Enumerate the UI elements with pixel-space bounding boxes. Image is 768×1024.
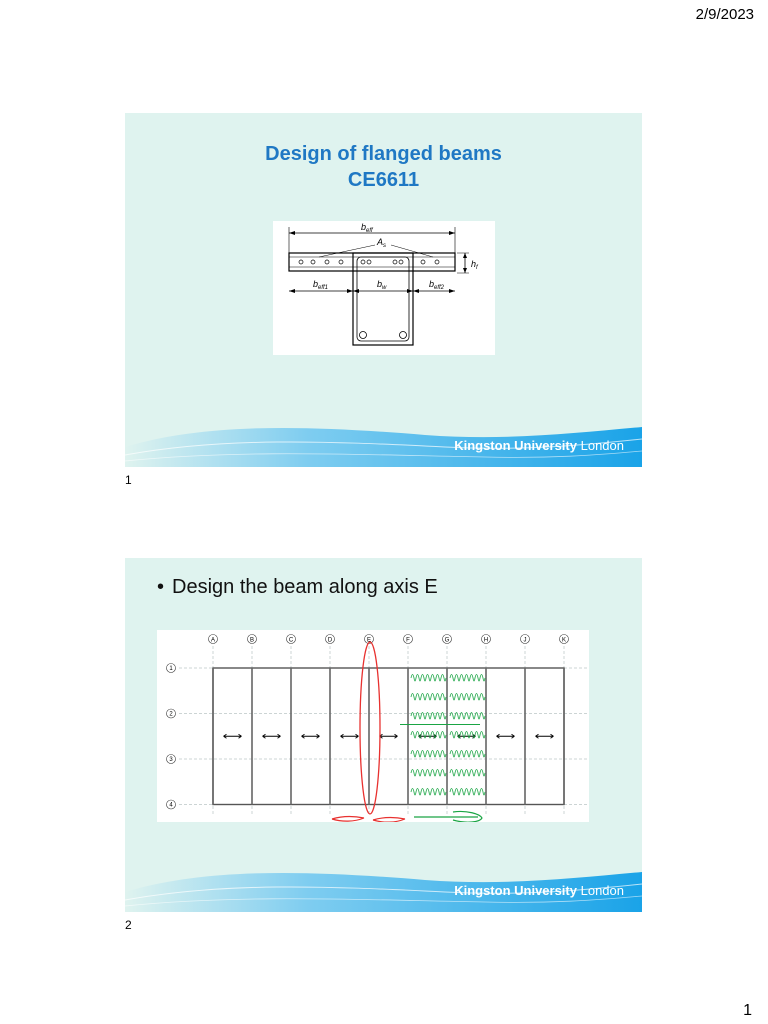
label-hf: h (471, 259, 477, 269)
title-line-1: Design of flanged beams (265, 143, 502, 165)
annotation-green-scribble (450, 732, 485, 739)
axis-label-letter: G (444, 637, 450, 644)
span-arrow (224, 734, 242, 738)
svg-text:hf: $h_f$ (471, 259, 478, 271)
axis-label-number: 2 (169, 711, 173, 718)
annotation-green-scribble (411, 770, 446, 777)
university-brand: Kingston University London (454, 883, 624, 898)
page-number: 1 (743, 1002, 752, 1019)
annotation-green-scribble (411, 789, 446, 796)
axis-label-letter: J (523, 637, 527, 644)
university-brand: Kingston University London (454, 438, 624, 453)
svg-text:bw: $b_w$ (377, 279, 387, 291)
axis-label-letter: H (483, 637, 489, 644)
axis-label-letter: B (249, 637, 255, 644)
axis-label-letter: K (561, 637, 567, 644)
label-as: A (377, 237, 384, 247)
slide-number: 1 (125, 473, 132, 487)
axis-label-number: 3 (169, 757, 173, 764)
axis-label-letter: C (288, 637, 294, 644)
span-arrow (302, 734, 320, 738)
slide-title (125, 141, 642, 193)
svg-text:beff: $b_{eff}$ (361, 222, 373, 234)
flanged-beam-diagram (273, 221, 495, 355)
annotation-green-scribble (411, 751, 446, 758)
span-arrow (536, 734, 554, 738)
bullet-point: • Design the beam along axis E (157, 576, 438, 598)
label-beff1: b (313, 279, 319, 289)
svg-text:beff2: $b_{eff2}$ (429, 279, 445, 291)
span-arrow (497, 734, 515, 738)
annotation-green-arrow (414, 811, 482, 822)
axis-label-number: 4 (169, 802, 173, 809)
annotation-green-scribble (411, 675, 446, 682)
title-line-2: CE6611 (347, 169, 420, 191)
label-beff: b (361, 222, 367, 232)
axis-label-letter: D (327, 637, 333, 644)
annotation-green-scribble (450, 675, 485, 682)
span-arrow (341, 734, 359, 738)
slide-1 (125, 113, 642, 467)
annotation-red-arrow (373, 818, 405, 822)
annotation-green-scribble (411, 732, 446, 739)
annotation-red-arrow (332, 817, 364, 822)
axis-label-letter: F (406, 637, 410, 644)
svg-text:beff1: $b_{eff1}$ (313, 279, 329, 291)
slide-2 (125, 558, 642, 912)
axis-label-number: 1 (169, 666, 173, 673)
label-bw: b (377, 279, 383, 289)
floor-plan-drawing (157, 630, 589, 822)
annotation-green-scribble (411, 694, 446, 701)
span-arrow (380, 734, 398, 738)
axis-label-letter: E (366, 637, 372, 644)
axis-label-letter: A (210, 637, 216, 644)
label-beff2: b (429, 279, 435, 289)
annotation-green-scribble (450, 770, 485, 777)
annotation-green-scribble (450, 751, 485, 758)
slide-number: 2 (125, 918, 132, 932)
print-date: 2/9/2023 (695, 6, 754, 23)
annotation-green-scribble (450, 694, 485, 701)
bullet-text: Design the beam along axis E (172, 576, 438, 598)
span-arrow (263, 734, 281, 738)
svg-text:As: $A_s$ (377, 237, 387, 249)
annotation-green-scribble (450, 789, 485, 796)
